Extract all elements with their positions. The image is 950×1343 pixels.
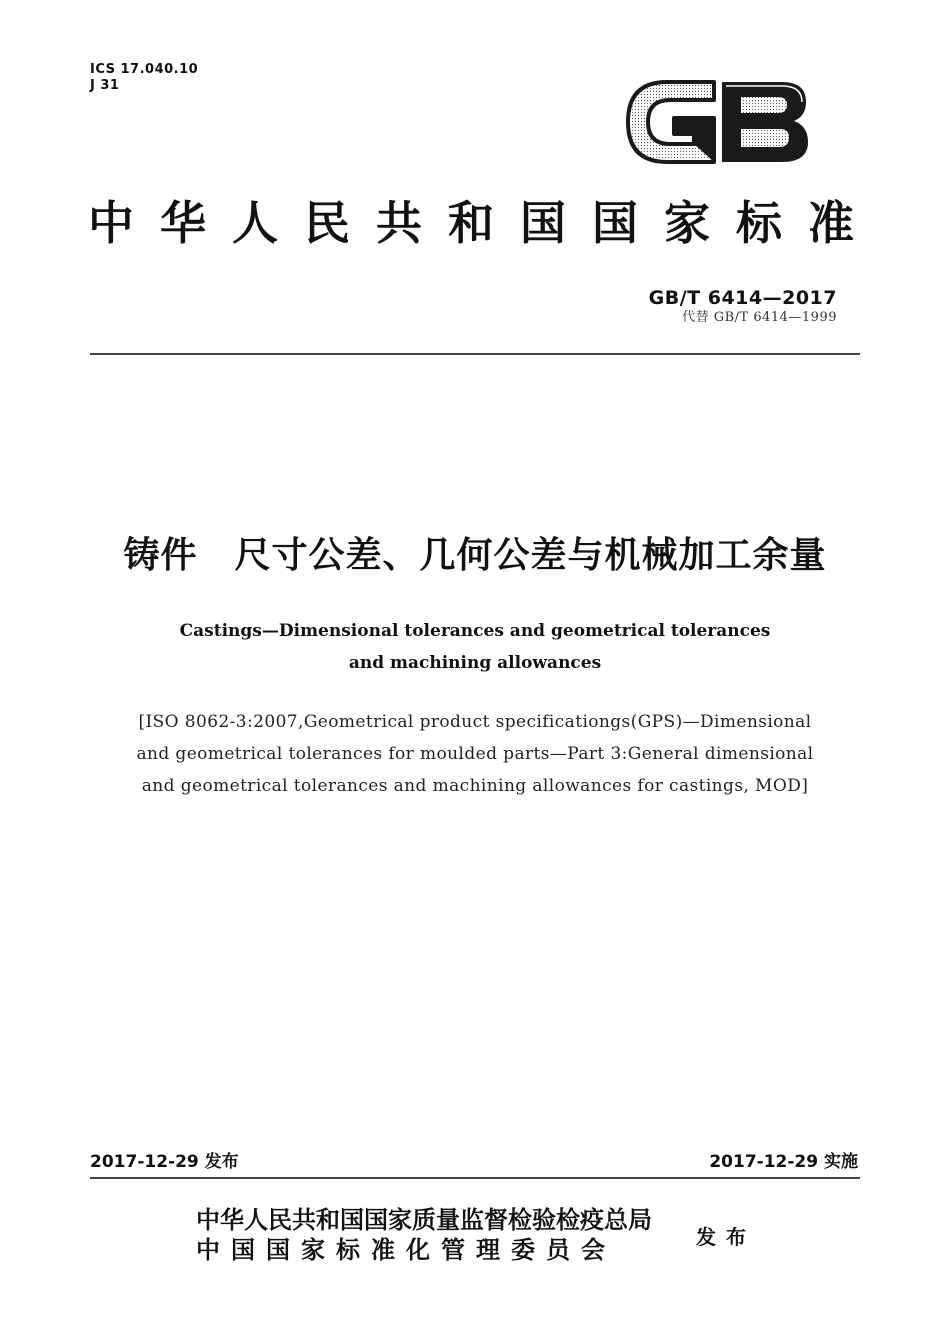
ics-code: ICS 17.040.10 (90, 62, 199, 77)
issuer-sac: 中国国家标准化管理委员会 (196, 1235, 616, 1264)
implementation-date: 2017-12-29 实施 (709, 1152, 858, 1172)
gb-logo-icon (622, 72, 812, 172)
iso-reference-line-3: and geometrical tolerances and machining allowances for castings, MOD] (141, 776, 809, 796)
chinese-title: 铸件 尺寸公差、几何公差与机械加工余量 (123, 535, 827, 576)
national-standard-title: 中华人民共和国国家标准 (88, 196, 880, 250)
top-divider (90, 353, 860, 355)
bottom-divider (90, 1177, 860, 1179)
ics-code-block (90, 62, 198, 94)
standard-number: GB/T 6414—2017 (648, 287, 837, 309)
standard-number-block (649, 287, 837, 327)
english-title (0, 615, 950, 679)
gb-logo (622, 72, 812, 172)
iso-reference (80, 706, 870, 802)
english-title-line-1: Castings—Dimensional tolerances and geometrical tolerances (179, 621, 771, 641)
replaces-standard: 代替 GB/T 6414—1999 (682, 310, 837, 325)
issue-date: 2017-12-29 发布 (90, 1152, 239, 1172)
english-title-line-2: and machining allowances (348, 653, 602, 673)
issuer-aqsiq: 中华人民共和国国家质量监督检验检疫总局 (196, 1205, 652, 1234)
iso-reference-line-1: [ISO 8062-3:2007,Geometrical product specificationgs(GPS)—Dimensional (138, 712, 812, 732)
ccs-code: J 31 (90, 78, 120, 93)
publish-label: 发布 (696, 1225, 756, 1249)
issuing-authorities (196, 1205, 652, 1265)
iso-reference-line-2: and geometrical tolerances for moulded parts—Part 3:General dimensional (136, 744, 814, 764)
